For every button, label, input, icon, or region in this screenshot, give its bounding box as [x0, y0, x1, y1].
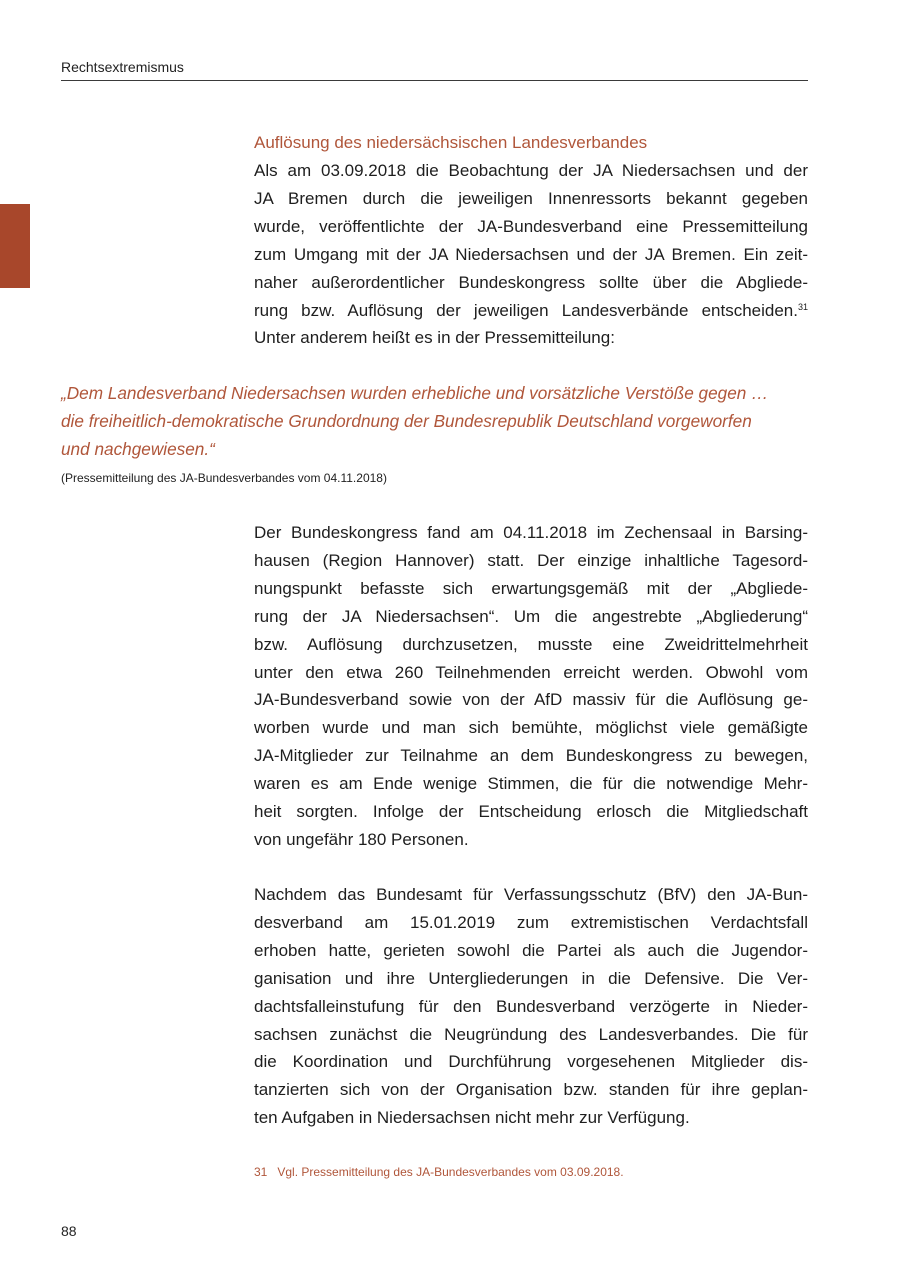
paragraph-2-line: waren es am Ende wenige Stimmen, die für die notwendige Mehr- — [254, 774, 808, 794]
paragraph-3-line: desverband am 15.01.2019 zum extremistischen Verdachtsfall — [254, 912, 808, 932]
paragraph-2 — [254, 519, 808, 854]
paragraph-1-line: Als am 03.09.2018 die Beobachtung der JA Niedersachsen und der — [254, 161, 808, 180]
paragraph-2-line: hausen (Region Hannover) statt. Der einzige inhaltliche Tagesord- — [254, 550, 808, 570]
paragraph-3-line: ganisation und ihre Untergliederungen in die Defensive. Die Ver- — [254, 968, 808, 988]
quote-line: die freiheitlich-demokratische Grundordnung der Bundesrepublik Deutschland vorgeworfen — [61, 410, 752, 431]
paragraph-3-line: ten Aufgaben in Niedersachsen nicht mehr zur Verfügung. — [254, 1108, 690, 1128]
paragraph-3-line: Nachdem das Bundesamt für Verfassungsschutz (BfV) den JA-Bun- — [254, 885, 808, 904]
header-rule — [61, 80, 808, 81]
footnote-text: Vgl. Pressemitteilung des JA-Bundesverbandes vom 03.09.2018. — [277, 1165, 624, 1179]
paragraph-1-line: zum Umgang mit der JA Niedersachsen und der JA Bremen. Ein zeit- — [254, 244, 808, 264]
paragraph-3-line: sachsen zunächst die Neugründung des Landesverbandes. Die für — [254, 1024, 808, 1044]
footnote-number: 31 — [254, 1165, 268, 1179]
chapter-side-tab — [0, 204, 30, 288]
paragraph-1 — [254, 157, 808, 352]
paragraph-2-line: bzw. Auflösung durchzusetzen, musste eine Zweidrittelmehrheit — [254, 634, 808, 654]
page-number: 88 — [61, 1223, 77, 1239]
paragraph-1-line-with-footnote — [254, 297, 808, 325]
block-quote — [61, 380, 811, 464]
paragraph-3-line: dachtsfalleinstufung für den Bundesverband verzögerte in Nieder- — [254, 996, 808, 1016]
paragraph-2-line: von ungefähr 180 Personen. — [254, 829, 469, 849]
paragraph-1-line: naher außerordentlicher Bundeskongress sollte über die Abgliede- — [254, 272, 808, 292]
paragraph-3-line: erhoben hatte, gerieten sowohl die Partei als auch die Jugendor- — [254, 940, 808, 960]
footnote-reference: 31 — [797, 301, 808, 312]
paragraph-2-line: JA-Bundesverband sowie von der AfD massiv für die Auflösung ge- — [254, 690, 808, 710]
quote-line: und nachgewiesen.“ — [61, 438, 215, 459]
paragraph-2-line: rung der JA Niedersachsen“. Um die angestrebte „Abgliederung“ — [254, 606, 808, 626]
paragraph-1-line: Unter anderem heißt es in der Pressemitteilung: — [254, 328, 615, 348]
paragraph-3-line: die Koordination und Durchführung vorgesehenen Mitglieder dis- — [254, 1052, 808, 1072]
paragraph-2-line: worben wurde und man sich bemühte, möglichst viele gemäßigte — [254, 718, 808, 738]
paragraph-1-line: wurde, veröffentlichte der JA-Bundesverband eine Pressemitteilung — [254, 216, 808, 236]
paragraph-2-line: heit sorgten. Infolge der Entscheidung erlosch die Mitgliedschaft — [254, 802, 808, 822]
paragraph-1-line: JA Bremen durch die jeweiligen Innenressorts bekannt gegeben — [254, 188, 808, 208]
paragraph-1-line-text: rung bzw. Auflösung der jeweiligen Landesverbände entscheiden. — [254, 300, 798, 320]
running-header: Rechtsextremismus — [61, 59, 184, 75]
footnote — [254, 1165, 624, 1179]
paragraph-2-line: Der Bundeskongress fand am 04.11.2018 im Zechensaal in Barsing- — [254, 523, 808, 542]
quote-line: „Dem Landesverband Niedersachsen wurden erhebliche und vorsätzliche Verstöße gegen … — [61, 383, 769, 403]
section-title: Auflösung des niedersächsischen Landesverbandes — [254, 133, 648, 152]
paragraph-2-line: JA-Mitglieder zur Teilnahme an dem Bundeskongress zu bewegen, — [254, 746, 808, 766]
paragraph-2-line: nungspunkt befasste sich erwartungsgemäß mit der „Abgliede- — [254, 578, 808, 598]
paragraph-3 — [254, 881, 808, 1132]
quote-source: (Pressemitteilung des JA-Bundesverbandes vom 04.11.2018) — [61, 471, 387, 485]
paragraph-2-line: unter den etwa 260 Teilnehmenden erreicht werden. Obwohl vom — [254, 662, 808, 682]
paragraph-3-line: tanzierten sich von der Organisation bzw. standen für ihre geplan- — [254, 1080, 808, 1100]
